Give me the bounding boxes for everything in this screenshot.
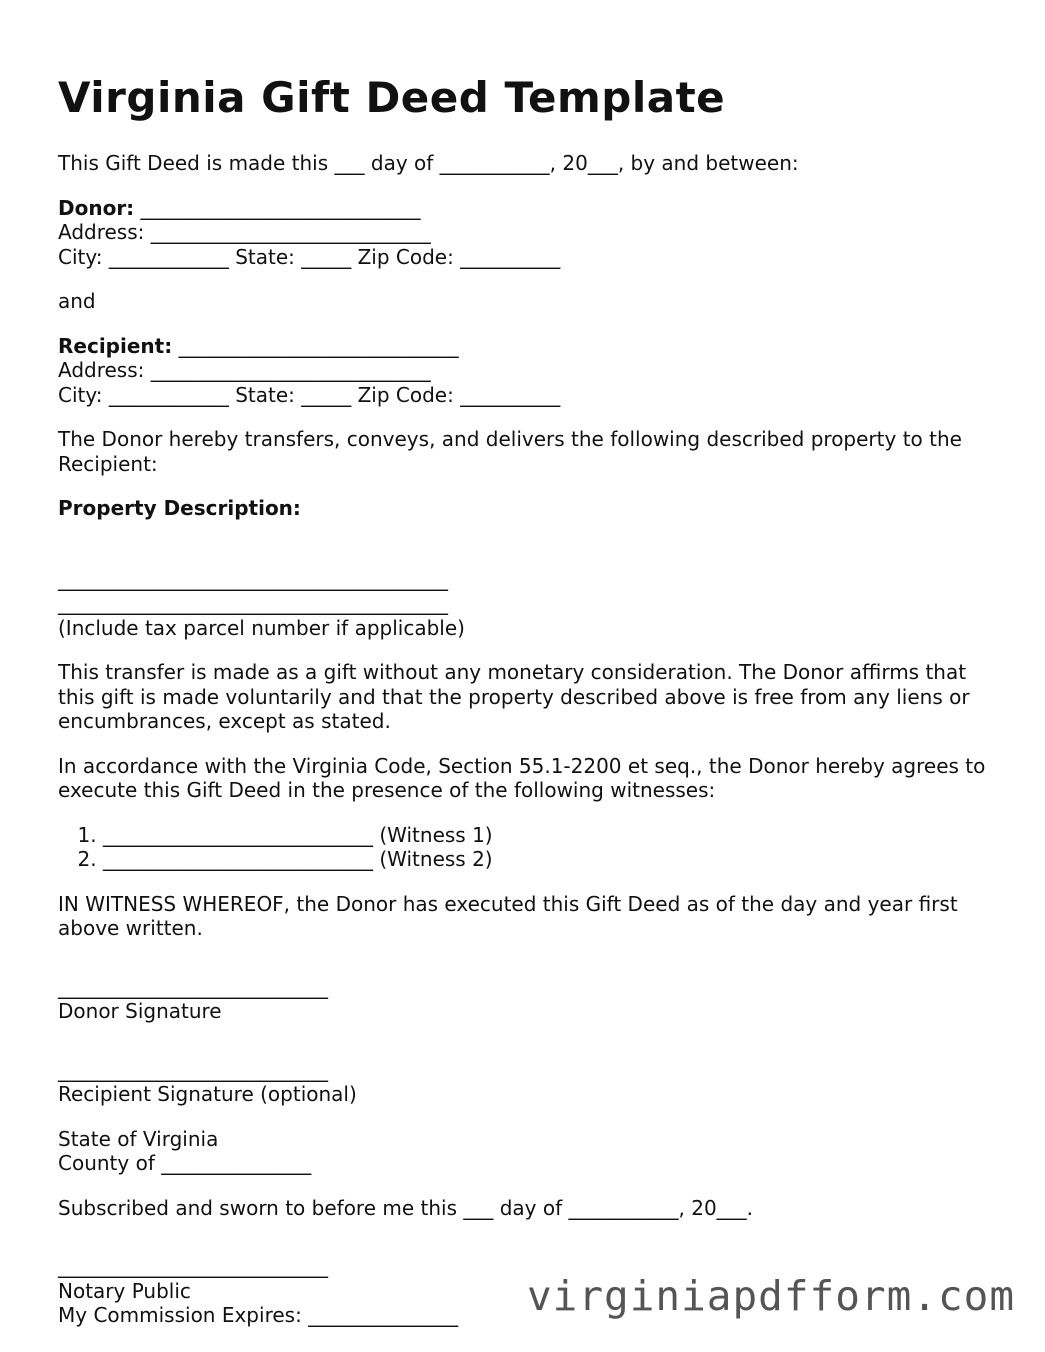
notary-label: Notary Public: [58, 1278, 191, 1303]
recipient-signature-label: Recipient Signature (optional): [58, 1082, 357, 1106]
recipient-city-line: City: ____________ State: _____ Zip Code: __________: [58, 382, 561, 407]
whereof-paragraph: IN WITNESS WHEREOF, the Donor has executed this Gift Deed as of the day and year first above written.: [58, 891, 958, 940]
recipient-signature-line: ___________________________: [58, 1057, 328, 1082]
donor-city-line: City: ____________ State: _____ Zip Code: __________: [58, 244, 561, 269]
donor-label: Donor:: [58, 195, 135, 220]
signature-gap: [58, 1240, 998, 1254]
state-line: State of Virginia: [58, 1126, 219, 1151]
intro-paragraph: This Gift Deed is made this ___ day of ___________, 20___, by and between:: [58, 151, 799, 175]
donor-signature-label: Donor Signature: [58, 999, 222, 1023]
sworn-paragraph: Subscribed and sworn to before me this ___ day of ___________, 20___.: [58, 1195, 754, 1220]
donor-name-blank: ____________________________: [134, 195, 421, 220]
recipient-name-blank: ____________________________: [172, 333, 459, 358]
signature-gap: [58, 961, 998, 975]
property-blank-2: _______________________________________: [58, 591, 448, 615]
donor-name-line: [58, 196, 998, 221]
and-text: and: [58, 289, 96, 313]
gift-statement: This transfer is made as a gift without any monetary consideration. The Donor affirms that this gift is made voluntarily and that the property described above is free from any liens or encumbrances, except as stated.: [58, 660, 970, 733]
site-watermark: virginiapdfform.com: [527, 1272, 1015, 1320]
property-blank-1: _______________________________________: [58, 566, 448, 591]
witness-list: [58, 823, 998, 872]
witness-item: 2. ___________________________ (Witness 2): [103, 847, 998, 872]
recipient-name-line: [58, 334, 998, 359]
property-note: (Include tax parcel number if applicable): [58, 615, 465, 640]
notary-commission: My Commission Expires: _______________: [58, 1303, 459, 1327]
document-page: [58, 70, 998, 1348]
recipient-block: [58, 334, 998, 408]
witness-item: 1. ___________________________ (Witness 1): [103, 823, 998, 848]
property-spacer: [58, 541, 998, 567]
donor-signature-block: [58, 975, 998, 1024]
donor-block: [58, 196, 998, 270]
property-block: [58, 567, 998, 641]
recipient-address-line: Address: ____________________________: [58, 358, 431, 382]
recipient-label: Recipient:: [58, 333, 173, 358]
signature-gap: [58, 1044, 998, 1058]
donor-address-line: Address: ____________________________: [58, 220, 431, 244]
notary-signature-line: ___________________________: [58, 1254, 328, 1278]
property-label: Property Description:: [58, 496, 301, 520]
recipient-signature-block: [58, 1058, 998, 1107]
code-statement: In accordance with the Virginia Code, Section 55.1-2200 et seq., the Donor hereby agrees to execute this Gift Deed in the presence of the following witnesses:: [58, 753, 986, 802]
county-line: County of _______________: [58, 1151, 312, 1175]
donor-signature-line: ___________________________: [58, 974, 328, 999]
transfer-paragraph: The Donor hereby transfers, conveys, and delivers the following described property to the Recipient:: [58, 427, 962, 476]
document-title: Virginia Gift Deed Template: [58, 73, 726, 122]
jurisdiction-block: [58, 1127, 998, 1176]
